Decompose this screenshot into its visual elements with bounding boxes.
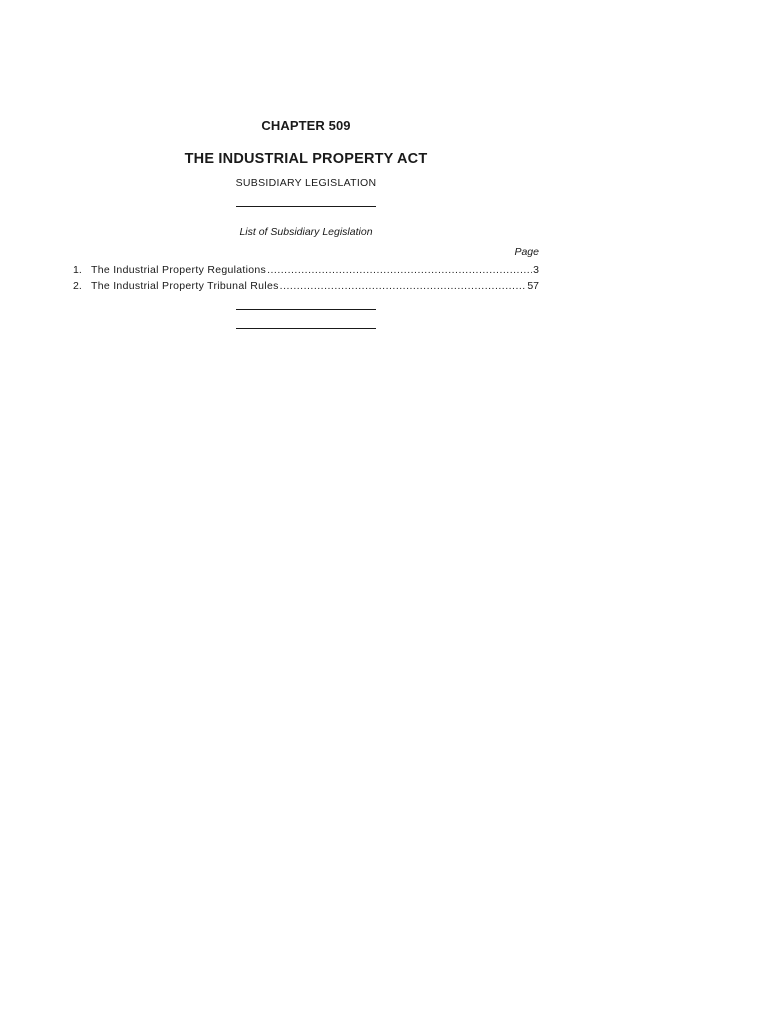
horizontal-rule-bottom-2 [236,328,376,329]
dot-leader [280,278,527,294]
toc-entry-number: 1. [73,264,82,276]
toc-entry [73,278,539,294]
horizontal-rule-top [236,206,376,207]
act-title: THE INDUSTRIAL PROPERTY ACT [184,151,428,167]
horizontal-rule-bottom-1 [236,309,376,310]
table-of-contents [73,262,539,294]
toc-entry-page: 3 [533,264,539,276]
page-column-label: Page [514,246,539,258]
toc-entry-title: The Industrial Property Tribunal Rules [91,280,279,292]
toc-entry-page: 57 [527,280,539,292]
subsidiary-legislation-heading: SUBSIDIARY LEGISLATION [235,177,377,189]
chapter-number: CHAPTER 509 [261,118,351,133]
toc-entry [73,262,539,278]
list-heading: List of Subsidiary Legislation [239,226,373,238]
toc-entry-number: 2. [73,280,82,292]
toc-entry-title: The Industrial Property Regulations [91,264,267,276]
dot-leader [267,262,532,278]
